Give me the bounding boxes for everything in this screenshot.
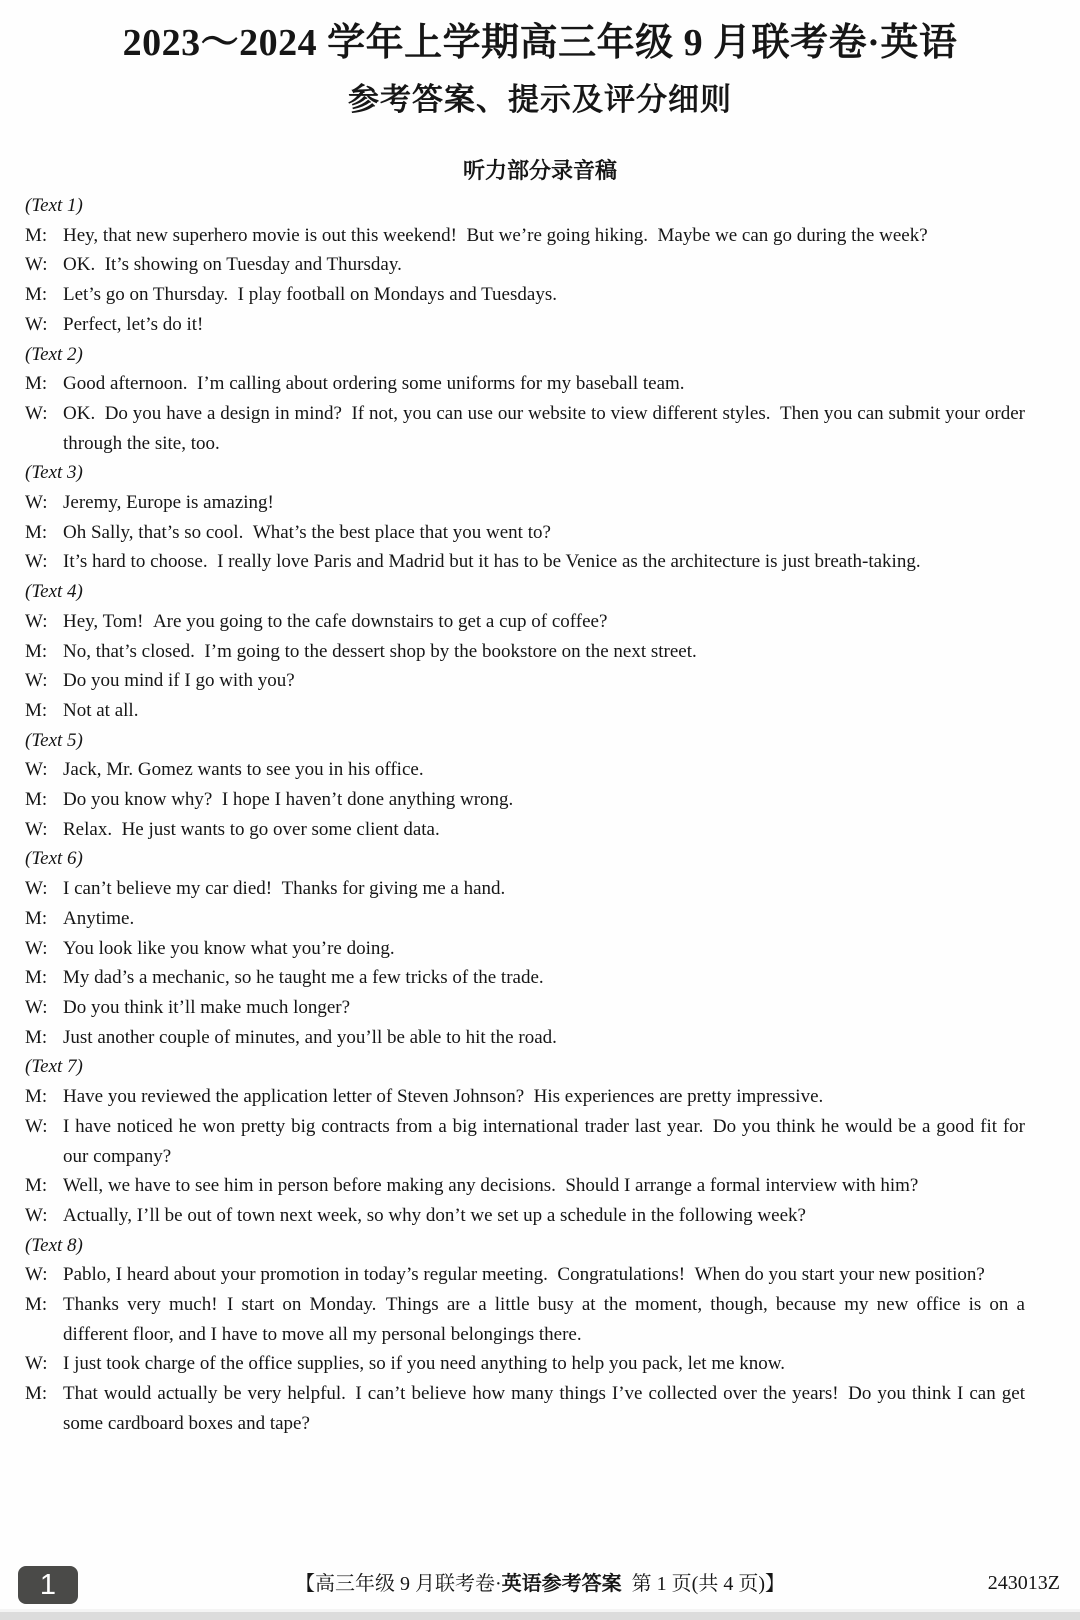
speaker-label: M:	[25, 224, 48, 246]
text-group-label: (Text 6)	[25, 848, 83, 870]
section-heading: 听力部分录音稿	[462, 158, 617, 183]
speaker-label: W:	[25, 818, 48, 840]
dialogue-line	[25, 1260, 1025, 1290]
speaker-label: W:	[25, 759, 48, 781]
speaker-label: W:	[25, 610, 48, 632]
page-bottom-edge	[0, 1609, 1080, 1620]
dialogue-text: Relax. He just wants to go over some client data.	[63, 818, 440, 840]
dialogue-text: No, that’s closed. I’m going to the dessert shop by the bookstore on the next street.	[63, 640, 697, 662]
speaker-label: M:	[25, 1175, 48, 1197]
footer-caption-suffix: 第 1 页(共 4 页)】	[621, 1573, 785, 1595]
dialogue-line	[25, 1290, 1025, 1349]
dialogue-text: Not at all.	[63, 699, 139, 721]
speaker-label: M:	[25, 1086, 48, 1108]
dialogue-line	[25, 993, 1025, 1023]
text-group-label: (Text 8)	[25, 1234, 83, 1256]
dialogue-text: Thanks very much! I start on Monday. Things are a little busy at the moment, though, because my new office is on a different floor, and I have to move all my personal belongings there.	[63, 1294, 1025, 1345]
speaker-label: M:	[25, 1383, 48, 1405]
dialogue-line	[25, 904, 1025, 934]
speaker-label: W:	[25, 1264, 48, 1286]
speaker-label: W:	[25, 1115, 48, 1137]
speaker-label: M:	[25, 1294, 48, 1316]
dialogue-text: Jeremy, Europe is amazing!	[63, 492, 274, 514]
dialogue-text: I can’t believe my car died! Thanks for giving me a hand.	[63, 878, 506, 900]
dialogue-text: Just another couple of minutes, and you’ll be able to hit the road.	[63, 1026, 557, 1048]
dialogue-line	[25, 399, 1025, 458]
speaker-label: M:	[25, 1026, 48, 1048]
dialogue-line	[25, 369, 1025, 399]
dialogue-text: Do you think it’ll make much longer?	[63, 996, 351, 1018]
dialogue-text: I have noticed he won pretty big contracts from a big international trader last year. Do you think he would be a good fit for our company?	[63, 1115, 1025, 1167]
dialogue-line	[25, 250, 1025, 280]
speaker-label: W:	[25, 254, 48, 276]
dialogue-line	[25, 607, 1025, 637]
speaker-label: M:	[25, 789, 48, 811]
footer-caption-bold: 英语参考答案	[501, 1573, 622, 1595]
footer-caption	[0, 1560, 1080, 1596]
dialogue-line	[25, 1082, 1025, 1112]
page-title: 2023～2024 学年上学期高三年级 9 月联考卷·英语	[122, 22, 958, 64]
text-group-label: (Text 5)	[25, 729, 83, 751]
dialogue-text: Have you reviewed the application letter of Steven Johnson? His experiences are pretty impressive.	[63, 1086, 824, 1108]
speaker-label: W:	[25, 492, 48, 514]
dialogue-text: That would actually be very helpful. I can’t believe how many things I’ve collected over the years! Do you think I can get some cardboard boxes and tape?	[63, 1383, 1025, 1434]
dialogue-text: Do you know why? I hope I haven’t done anything wrong.	[63, 789, 514, 811]
dialogue-text: OK. Do you have a design in mind? If not, you can use our website to view different styles. Then you can submit your order through the site, too.	[63, 402, 1025, 454]
speaker-label: W:	[25, 1353, 48, 1375]
dialogue-line	[25, 221, 1025, 251]
speaker-label: W:	[25, 1204, 48, 1226]
text-group-label: (Text 7)	[25, 1056, 83, 1078]
transcript	[0, 191, 1080, 1439]
dialogue-text: Pablo, I heard about your promotion in today’s regular meeting. Congratulations! When do you start your new position?	[63, 1264, 985, 1286]
dialogue-text: Jack, Mr. Gomez wants to see you in his office.	[63, 759, 424, 781]
dialogue-line	[25, 815, 1025, 845]
speaker-label: W:	[25, 670, 48, 692]
speaker-label: M:	[25, 521, 48, 543]
text-group-label: (Text 3)	[25, 462, 83, 484]
speaker-label: M:	[25, 373, 48, 395]
dialogue-text: I just took charge of the office supplies, so if you need anything to help you pack, let me know.	[63, 1353, 786, 1375]
dialogue-line	[25, 874, 1025, 904]
dialogue-line	[25, 1349, 1025, 1379]
speaker-label: M:	[25, 699, 48, 721]
dialogue-line	[25, 280, 1025, 310]
speaker-label: M:	[25, 284, 48, 306]
dialogue-line	[25, 1112, 1025, 1171]
dialogue-line	[25, 1201, 1025, 1231]
dialogue-line	[25, 934, 1025, 964]
dialogue-line	[25, 637, 1025, 667]
dialogue-line	[25, 310, 1025, 340]
dialogue-line	[25, 1171, 1025, 1201]
dialogue-text: It’s hard to choose. I really love Paris and Madrid but it has to be Venice as the architecture is just breath-taking.	[63, 551, 921, 573]
dialogue-text: You look like you know what you’re doing.	[63, 937, 395, 959]
page-subtitle: 参考答案、提示及评分细则	[348, 82, 732, 117]
page-number: 1	[39, 1568, 57, 1601]
dialogue-text: My dad’s a mechanic, so he taught me a few tricks of the trade.	[63, 967, 544, 989]
text-group-label: (Text 2)	[25, 343, 83, 365]
speaker-label: W:	[25, 878, 48, 900]
dialogue-text: Do you mind if I go with you?	[63, 670, 295, 692]
dialogue-line	[25, 785, 1025, 815]
dialogue-text: Anytime.	[63, 907, 135, 929]
speaker-label: M:	[25, 967, 48, 989]
dialogue-text: Good afternoon. I’m calling about ordering some uniforms for my baseball team.	[63, 373, 685, 395]
dialogue-text: Oh Sally, that’s so cool. What’s the best place that you went to?	[63, 521, 551, 543]
dialogue-text: Hey, that new superhero movie is out this weekend! But we’re going hiking. Maybe we can go during the week?	[63, 224, 928, 246]
dialogue-line	[25, 666, 1025, 696]
dialogue-line	[25, 1023, 1025, 1053]
speaker-label: W:	[25, 402, 48, 424]
dialogue-text: Well, we have to see him in person before making any decisions. Should I arrange a formal interview with him?	[63, 1175, 919, 1197]
speaker-label: W:	[25, 313, 48, 335]
dialogue-text: Perfect, let’s do it!	[63, 313, 204, 335]
document-code: 243013Z	[987, 1572, 1060, 1594]
speaker-label: M:	[25, 640, 48, 662]
dialogue-text: Let’s go on Thursday. I play football on Mondays and Tuesdays.	[63, 284, 557, 306]
dialogue-line	[25, 755, 1025, 785]
dialogue-text: Hey, Tom! Are you going to the cafe downstairs to get a cup of coffee?	[63, 610, 608, 632]
dialogue-line	[25, 696, 1025, 726]
text-group-label: (Text 1)	[25, 195, 83, 216]
page-footer	[0, 1560, 1080, 1610]
footer-caption-prefix: 【高三年级 9 月联考卷·	[295, 1573, 502, 1595]
dialogue-line	[25, 518, 1025, 548]
speaker-label: W:	[25, 937, 48, 959]
dialogue-line	[25, 547, 1025, 577]
speaker-label: W:	[25, 996, 48, 1018]
dialogue-line	[25, 1379, 1025, 1438]
dialogue-line	[25, 488, 1025, 518]
speaker-label: M:	[25, 907, 48, 929]
page-number-box	[18, 1566, 78, 1604]
dialogue-text: Actually, I’ll be out of town next week, so why don’t we set up a schedule in the following week?	[63, 1204, 806, 1226]
speaker-label: W:	[25, 551, 48, 573]
text-group-label: (Text 4)	[25, 581, 83, 603]
dialogue-line	[25, 963, 1025, 993]
dialogue-text: OK. It’s showing on Tuesday and Thursday.	[63, 254, 402, 276]
